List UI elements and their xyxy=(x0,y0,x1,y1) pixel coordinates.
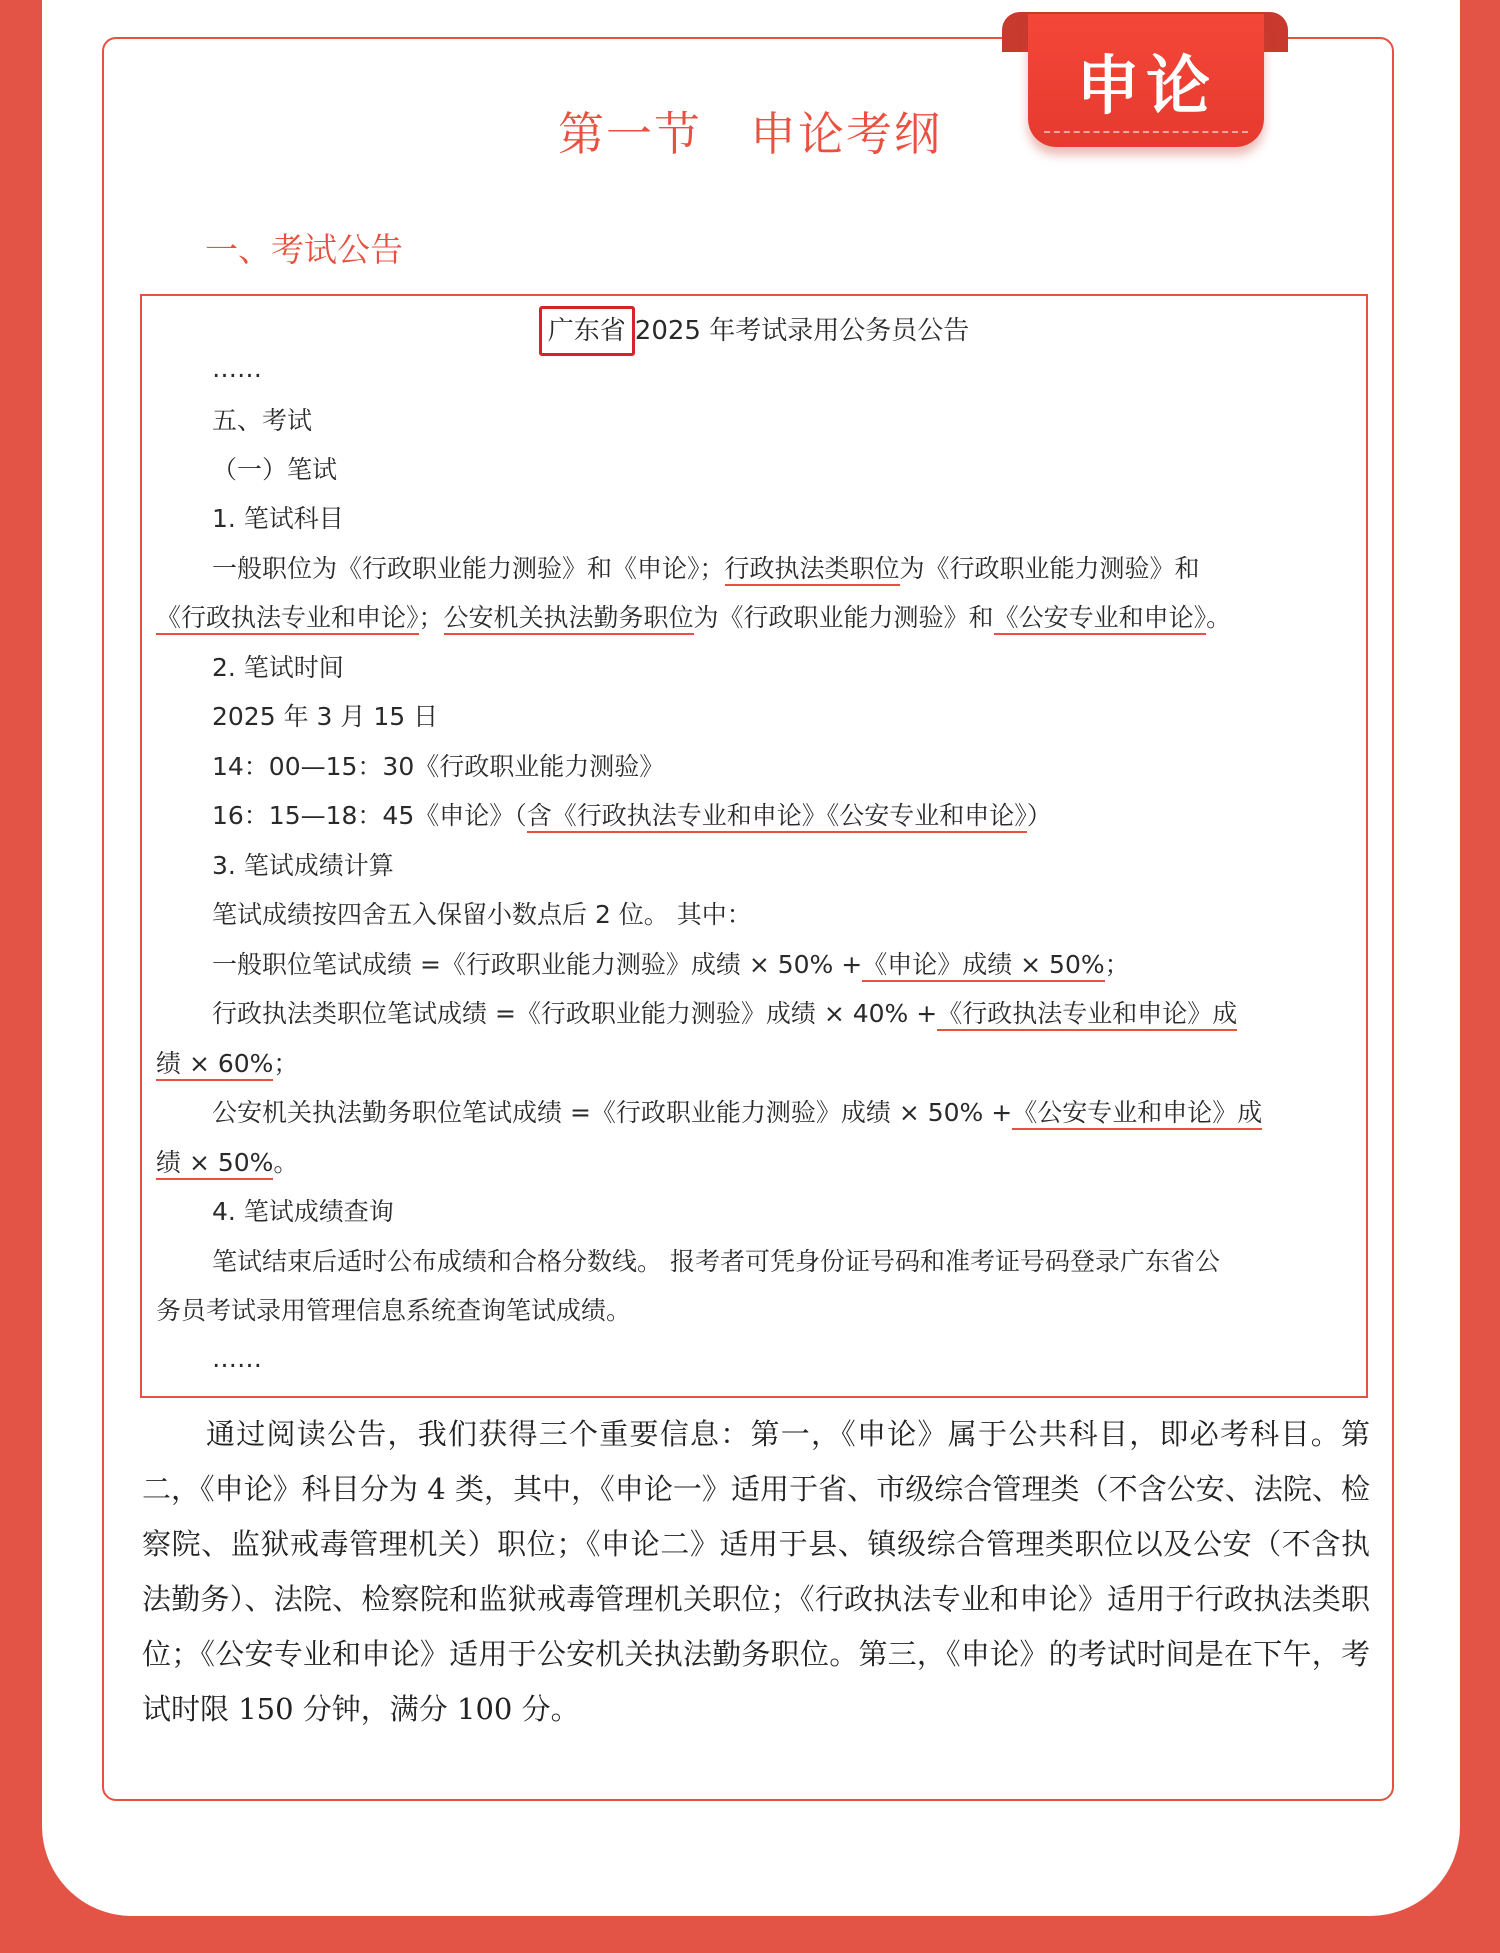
text-run: ； xyxy=(273,1049,299,1078)
subjects-line-2 xyxy=(156,601,1231,635)
sub-heading: 一、考试公告 xyxy=(205,230,403,269)
session-2 xyxy=(212,799,1052,833)
heading-written: （一）笔试 xyxy=(212,455,338,484)
underlined-text: 《行政执法专业和申论》成 xyxy=(937,999,1237,1031)
underlined-text: 含《行政执法专业和申论》《公安专业和申论》 xyxy=(527,801,1027,833)
notice-title-rest: 2025 年考试录用公务员公告 xyxy=(634,316,970,346)
heading-query: 4. 笔试成绩查询 xyxy=(212,1197,394,1226)
text-run: 为《行政职业能力测验》和 xyxy=(899,554,1200,583)
text-run: 16：15—18：45《申论》（ xyxy=(212,801,527,830)
text-run: ） xyxy=(1026,801,1052,830)
text-run: ； xyxy=(418,603,444,632)
heading-time: 2. 笔试时间 xyxy=(212,653,344,682)
summary-paragraph xyxy=(142,1407,1370,1737)
underlined-text: 绩 × 60% xyxy=(156,1049,273,1081)
underlined-text: 行政执法类职位 xyxy=(725,554,900,586)
underlined-text: 公安机关执法勤务职位 xyxy=(444,603,694,635)
heading-subjects: 1. 笔试科目 xyxy=(212,504,344,533)
underlined-text: 《申论》成绩 × 50% xyxy=(862,950,1104,982)
formula-general xyxy=(212,948,1130,982)
session-1: 14：00—15：30《行政职业能力测验》 xyxy=(212,752,665,781)
formula-police-line-2 xyxy=(156,1146,298,1180)
underlined-text: 《公安专业和申论》成 xyxy=(1012,1098,1262,1130)
formula-law-line-1 xyxy=(212,997,1237,1031)
formula-police-line-1 xyxy=(212,1096,1262,1130)
subjects-line-1 xyxy=(212,552,1200,586)
summary-text: 通过阅读公告，我们获得三个重要信息：第一，《申论》属于公共科目，即必考科目。第二，《申论》科目分为 4 类，其中，《申论一》适用于省、市级综合管理类（不含公安、法院、检察院、监狱戒毒管理机关）职位；《申论二》适用于县、镇级综合管理类职位以及公安（不含执法勤务）、法院、检察院和监狱戒毒管理机关职位；《行政执法专业和申论》适用于行政执法类职位；《公安专业和申论》适用于公安机关执法勤务职位。第三，《申论》的考试时间是在下午，考试时限 150 分钟，满分 100 分。 xyxy=(142,1417,1370,1726)
rounding-rule: 笔试成绩按四舍五入保留小数点后 2 位。 其中： xyxy=(212,900,752,929)
text-run: 行政执法类职位笔试成绩 =《行政职业能力测验》成绩 × 40% + xyxy=(212,999,938,1028)
query-line-2: 务员考试录用管理信息系统查询笔试成绩。 xyxy=(156,1296,632,1325)
underlined-text: 《行政执法专业和申论》 xyxy=(156,603,419,635)
text-run: 一般职位笔试成绩 =《行政职业能力测验》成绩 × 50% + xyxy=(212,950,863,979)
text-run: ； xyxy=(1104,950,1130,979)
notice-title xyxy=(142,306,1366,356)
notice-box xyxy=(140,294,1368,1398)
exam-date: 2025 年 3 月 15 日 xyxy=(212,702,439,731)
province-highlight: 广东省 xyxy=(539,306,635,356)
ellipsis-top: …… xyxy=(212,354,262,383)
text-run: 。 xyxy=(273,1148,299,1177)
text-run: 。 xyxy=(1206,603,1232,632)
text-run: 公安机关执法勤务职位笔试成绩 =《行政职业能力测验》成绩 × 50% + xyxy=(212,1098,1013,1127)
underlined-text: 绩 × 50% xyxy=(156,1148,273,1180)
heading-calc: 3. 笔试成绩计算 xyxy=(212,851,394,880)
heading-exam: 五、考试 xyxy=(212,406,313,435)
query-line-1: 笔试结束后适时公布成绩和合格分数线。 报考者可凭身份证号码和准考证号码登录广东省公 xyxy=(212,1247,1220,1276)
formula-law-line-2 xyxy=(156,1047,298,1081)
subject-badge-label: 申论 xyxy=(1076,49,1216,124)
text-run: 为《行政职业能力测验》和 xyxy=(693,603,994,632)
section-title: 第一节 申论考纲 xyxy=(558,107,942,161)
underlined-text: 《公安专业和申论》 xyxy=(994,603,1207,635)
ellipsis-bottom: …… xyxy=(212,1344,262,1373)
text-run: 一般职位为《行政职业能力测验》和《申论》； xyxy=(212,554,725,583)
